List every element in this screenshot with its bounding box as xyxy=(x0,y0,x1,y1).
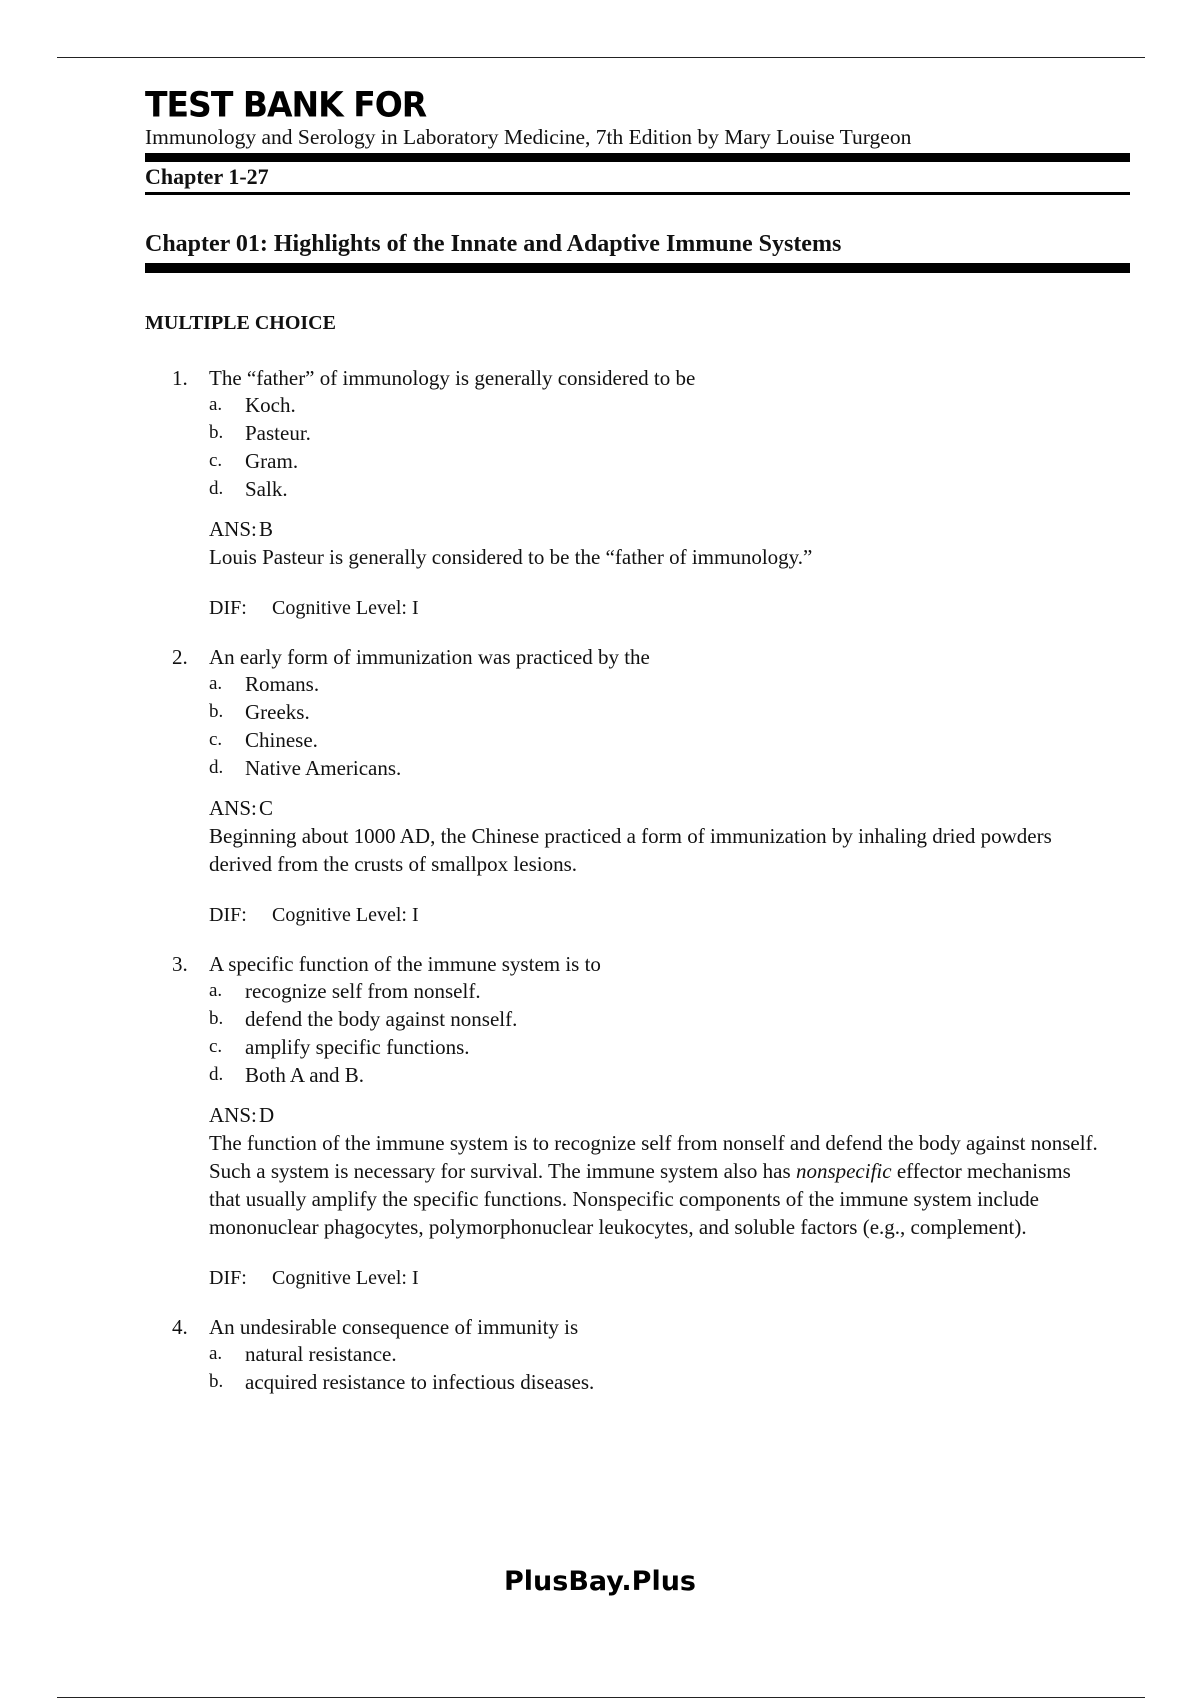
option-c xyxy=(209,726,1102,754)
answer-label: ANS: xyxy=(209,1103,257,1127)
question-number: 3. xyxy=(172,952,188,976)
option-letter: c. xyxy=(209,1036,223,1057)
difficulty-line xyxy=(209,1264,1102,1292)
option-letter: a. xyxy=(209,394,223,415)
option-b xyxy=(209,698,1102,726)
option-a xyxy=(209,1340,1102,1368)
option-text: Koch. xyxy=(245,393,296,417)
option-text: acquired resistance to infectious diseases. xyxy=(245,1370,595,1394)
option-d xyxy=(209,754,1102,782)
rationale-emphasis: nonspecific xyxy=(795,1159,892,1183)
question-stem: A specific function of the immune system is to xyxy=(209,952,601,976)
option-a xyxy=(209,670,1102,698)
option-list xyxy=(209,977,1102,1089)
book-title: Immunology and Serology in Laboratory Medicine, 7th Edition by Mary Louise Turgeon xyxy=(145,125,912,149)
option-list xyxy=(209,391,1102,503)
option-letter: b. xyxy=(209,701,224,722)
difficulty-label: DIF: xyxy=(209,597,247,619)
chapter-title: Chapter 01: Highlights of the Innate and Adaptive Immune Systems xyxy=(145,231,842,257)
option-letter: b. xyxy=(209,1371,224,1392)
question-stem: The “father” of immunology is generally considered to be xyxy=(209,366,696,390)
option-letter: a. xyxy=(209,673,223,694)
difficulty-value: Cognitive Level: I xyxy=(272,1267,419,1289)
option-letter: d. xyxy=(209,478,224,499)
question-4 xyxy=(172,1314,1102,1396)
answer-line xyxy=(209,1101,1102,1129)
bottom-rule xyxy=(57,1697,1145,1698)
answer-rationale: Beginning about 1000 AD, the Chinese practiced a form of immunization by inhaling dried powders derived from the crusts of smallpox lesions. xyxy=(209,824,1052,876)
option-letter: a. xyxy=(209,1343,223,1364)
option-text: amplify specific functions. xyxy=(245,1035,470,1059)
answer-line xyxy=(209,515,1102,543)
answer-value: C xyxy=(259,796,274,820)
option-letter: c. xyxy=(209,450,223,471)
chapter-bar xyxy=(145,263,1130,273)
option-letter: b. xyxy=(209,422,224,443)
option-c xyxy=(209,1033,1102,1061)
answer-label: ANS: xyxy=(209,796,257,820)
option-text: Salk. xyxy=(245,477,288,501)
option-text: Chinese. xyxy=(245,728,318,752)
difficulty-line xyxy=(209,594,1102,622)
question-number: 4. xyxy=(172,1315,188,1339)
option-letter: a. xyxy=(209,980,223,1001)
option-d xyxy=(209,1061,1102,1089)
chapter-heading xyxy=(145,228,1130,273)
question-3 xyxy=(172,951,1102,1292)
option-text: Native Americans. xyxy=(245,756,402,780)
option-text: Greeks. xyxy=(245,700,310,724)
option-text: Romans. xyxy=(245,672,320,696)
rationale-text: effector mechanisms that usually amplify the specific functions. Nonspecific components of the immune system include mononuclear phagocytes, polymorphonuclear leukocytes, and soluble factors (e.g., complement). xyxy=(209,1159,1071,1239)
option-letter: d. xyxy=(209,1064,224,1085)
difficulty-line xyxy=(209,901,1102,929)
chapter-range: Chapter 1-27 xyxy=(145,164,269,189)
question-1 xyxy=(172,365,1102,622)
option-b xyxy=(209,419,1102,447)
top-rule xyxy=(57,57,1145,58)
question-number: 2. xyxy=(172,645,188,669)
option-b xyxy=(209,1005,1102,1033)
option-b xyxy=(209,1368,1102,1396)
question-stem: An undesirable consequence of immunity is xyxy=(209,1315,579,1339)
option-text: defend the body against nonself. xyxy=(245,1007,518,1031)
option-c xyxy=(209,447,1102,475)
answer-label: ANS: xyxy=(209,517,257,541)
difficulty-label: DIF: xyxy=(209,1267,247,1289)
option-d xyxy=(209,475,1102,503)
option-letter: c. xyxy=(209,729,223,750)
section-title: MULTIPLE CHOICE xyxy=(145,312,336,334)
rationale-text: The function of the immune system is to recognize self from nonself and defend the body against nonself. Such a system is necessary for survival. The immune system also has xyxy=(209,1131,1098,1183)
option-a xyxy=(209,391,1102,419)
question-stem: An early form of immunization was practiced by the xyxy=(209,645,650,669)
answer-rationale: Louis Pasteur is generally considered to be the “father of immunology.” xyxy=(209,545,813,569)
footer-brand: PlusBay.Plus xyxy=(503,1566,697,1597)
option-text: Pasteur. xyxy=(245,421,311,445)
option-letter: d. xyxy=(209,757,224,778)
option-list xyxy=(209,670,1102,782)
header-thin-bar xyxy=(145,192,1130,195)
question-2 xyxy=(172,644,1102,929)
answer-value: D xyxy=(259,1103,275,1127)
question-list xyxy=(172,365,1102,1418)
difficulty-value: Cognitive Level: I xyxy=(272,597,419,619)
option-text: Both A and B. xyxy=(245,1063,365,1087)
difficulty-label: DIF: xyxy=(209,904,247,926)
answer-rationale xyxy=(209,1129,1102,1241)
header-thick-bar xyxy=(145,153,1130,162)
option-letter: b. xyxy=(209,1008,224,1029)
difficulty-value: Cognitive Level: I xyxy=(272,904,419,926)
question-number: 1. xyxy=(172,366,188,390)
option-a xyxy=(209,977,1102,1005)
option-list xyxy=(209,1340,1102,1396)
option-text: natural resistance. xyxy=(245,1342,397,1366)
document-header xyxy=(145,83,1130,195)
answer-value: B xyxy=(259,517,274,541)
option-text: Gram. xyxy=(245,449,299,473)
option-text: recognize self from nonself. xyxy=(245,979,481,1003)
answer-line xyxy=(209,794,1102,822)
test-bank-title: TEST BANK FOR xyxy=(145,83,427,125)
